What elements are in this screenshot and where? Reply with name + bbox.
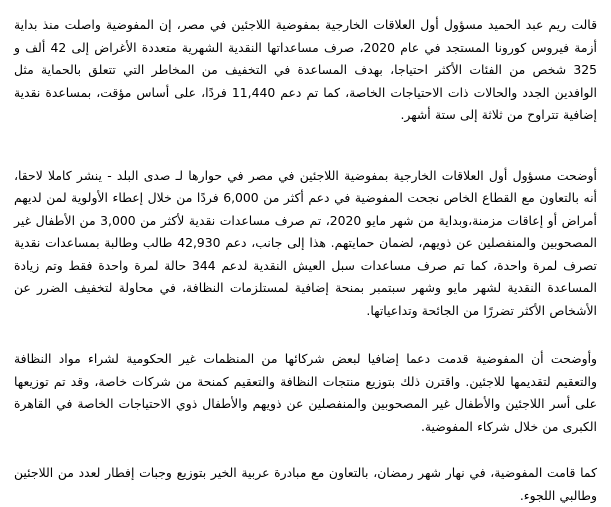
article-paragraph-2: أوضحت مسؤول أول العلاقات الخارجية بمفوضية اللاجئين في مصر في حوارها لـ صدى البلد - ينشر كاملا لاحقا، أنه بالتعاون مع القطاع الخاص نجحت المفوضية في دعم أكثر من 6,000 فردًا من خلال إعطاء الأولوية لمن لديهم أمراض أو إعاقات مزمنة،وبداية من شهر مايو 2020، تم صرف مساعدات نقدية لأكثر من 3,000 من الأطفال غير المصحوبين والمنفصلين عن ذويهم، لضمان حمايتهم. هذا إلى جانب، دعم 42,930 طالب وطالبة بمساعدات نقدية تصرف لمرة واحدة، كما تم صرف مساعدات سبل العيش النقدية لدعم 344 حالة لمرة واحدة فقط وتم زيادة المساعدة النقدية لشهر مايو وشهر سبتمبر بمنحة إضافية لمستلزمات النظافة، في محاولة لتخفيف الضرر عن الأشخاص الأكثر تضررًا من الجائحة وتداعياتها. <box>14 167 597 318</box>
article-paragraph-4: كما قامت المفوضية، في نهار شهر رمضان، بالتعاون مع مبادرة عربية الخير بتوزيع وجبات إفطار لعدد من اللاجئين وطالبي اللجوء. <box>14 465 597 503</box>
article-paragraph-1: قالت ريم عبد الحميد مسؤول أول العلاقات الخارجية بمفوضية اللاجئين في مصر، إن المفوضية واصلت منذ بداية أزمة فيروس كورونا المستجد في عام 2020، صرف مساعداتها النقدية الشهرية متعددة الأغراض إلى 42 ألف و 325 شخص من الفئات الأكثر احتياجا، بهدف المساعدة في التخفيف من المخاطر التي تتعلق بالحماية مثل الوافدين الجدد والحالات ذات الاحتياجات الخاصة، كما تم دعم 11,440 فردًا، على أساس مؤقت، بمساعدة نقدية إضافية تتراوح من ثلاثة إلى ستة أشهر. <box>14 17 598 122</box>
article-paragraph-3: وأوضحت أن المفوضية قدمت دعما إضافيا لبعض شركائها من المنظمات غير الحكومية لشراء مواد النظافة والتعقيم لتقديمها للاجئين. واقترن ذلك بتوزيع منتجات النظافة والتعقيم كمنحة من شركات خاصة، وقد تم توزيعها على أسر اللاجئين والأطفال غير المصحوبين والمنفصلين عن ذويهم والأطفال ذوي الاحتياجات الخاصة في القاهرة الكبرى من خلال شركاء المفوضية. <box>14 351 597 434</box>
